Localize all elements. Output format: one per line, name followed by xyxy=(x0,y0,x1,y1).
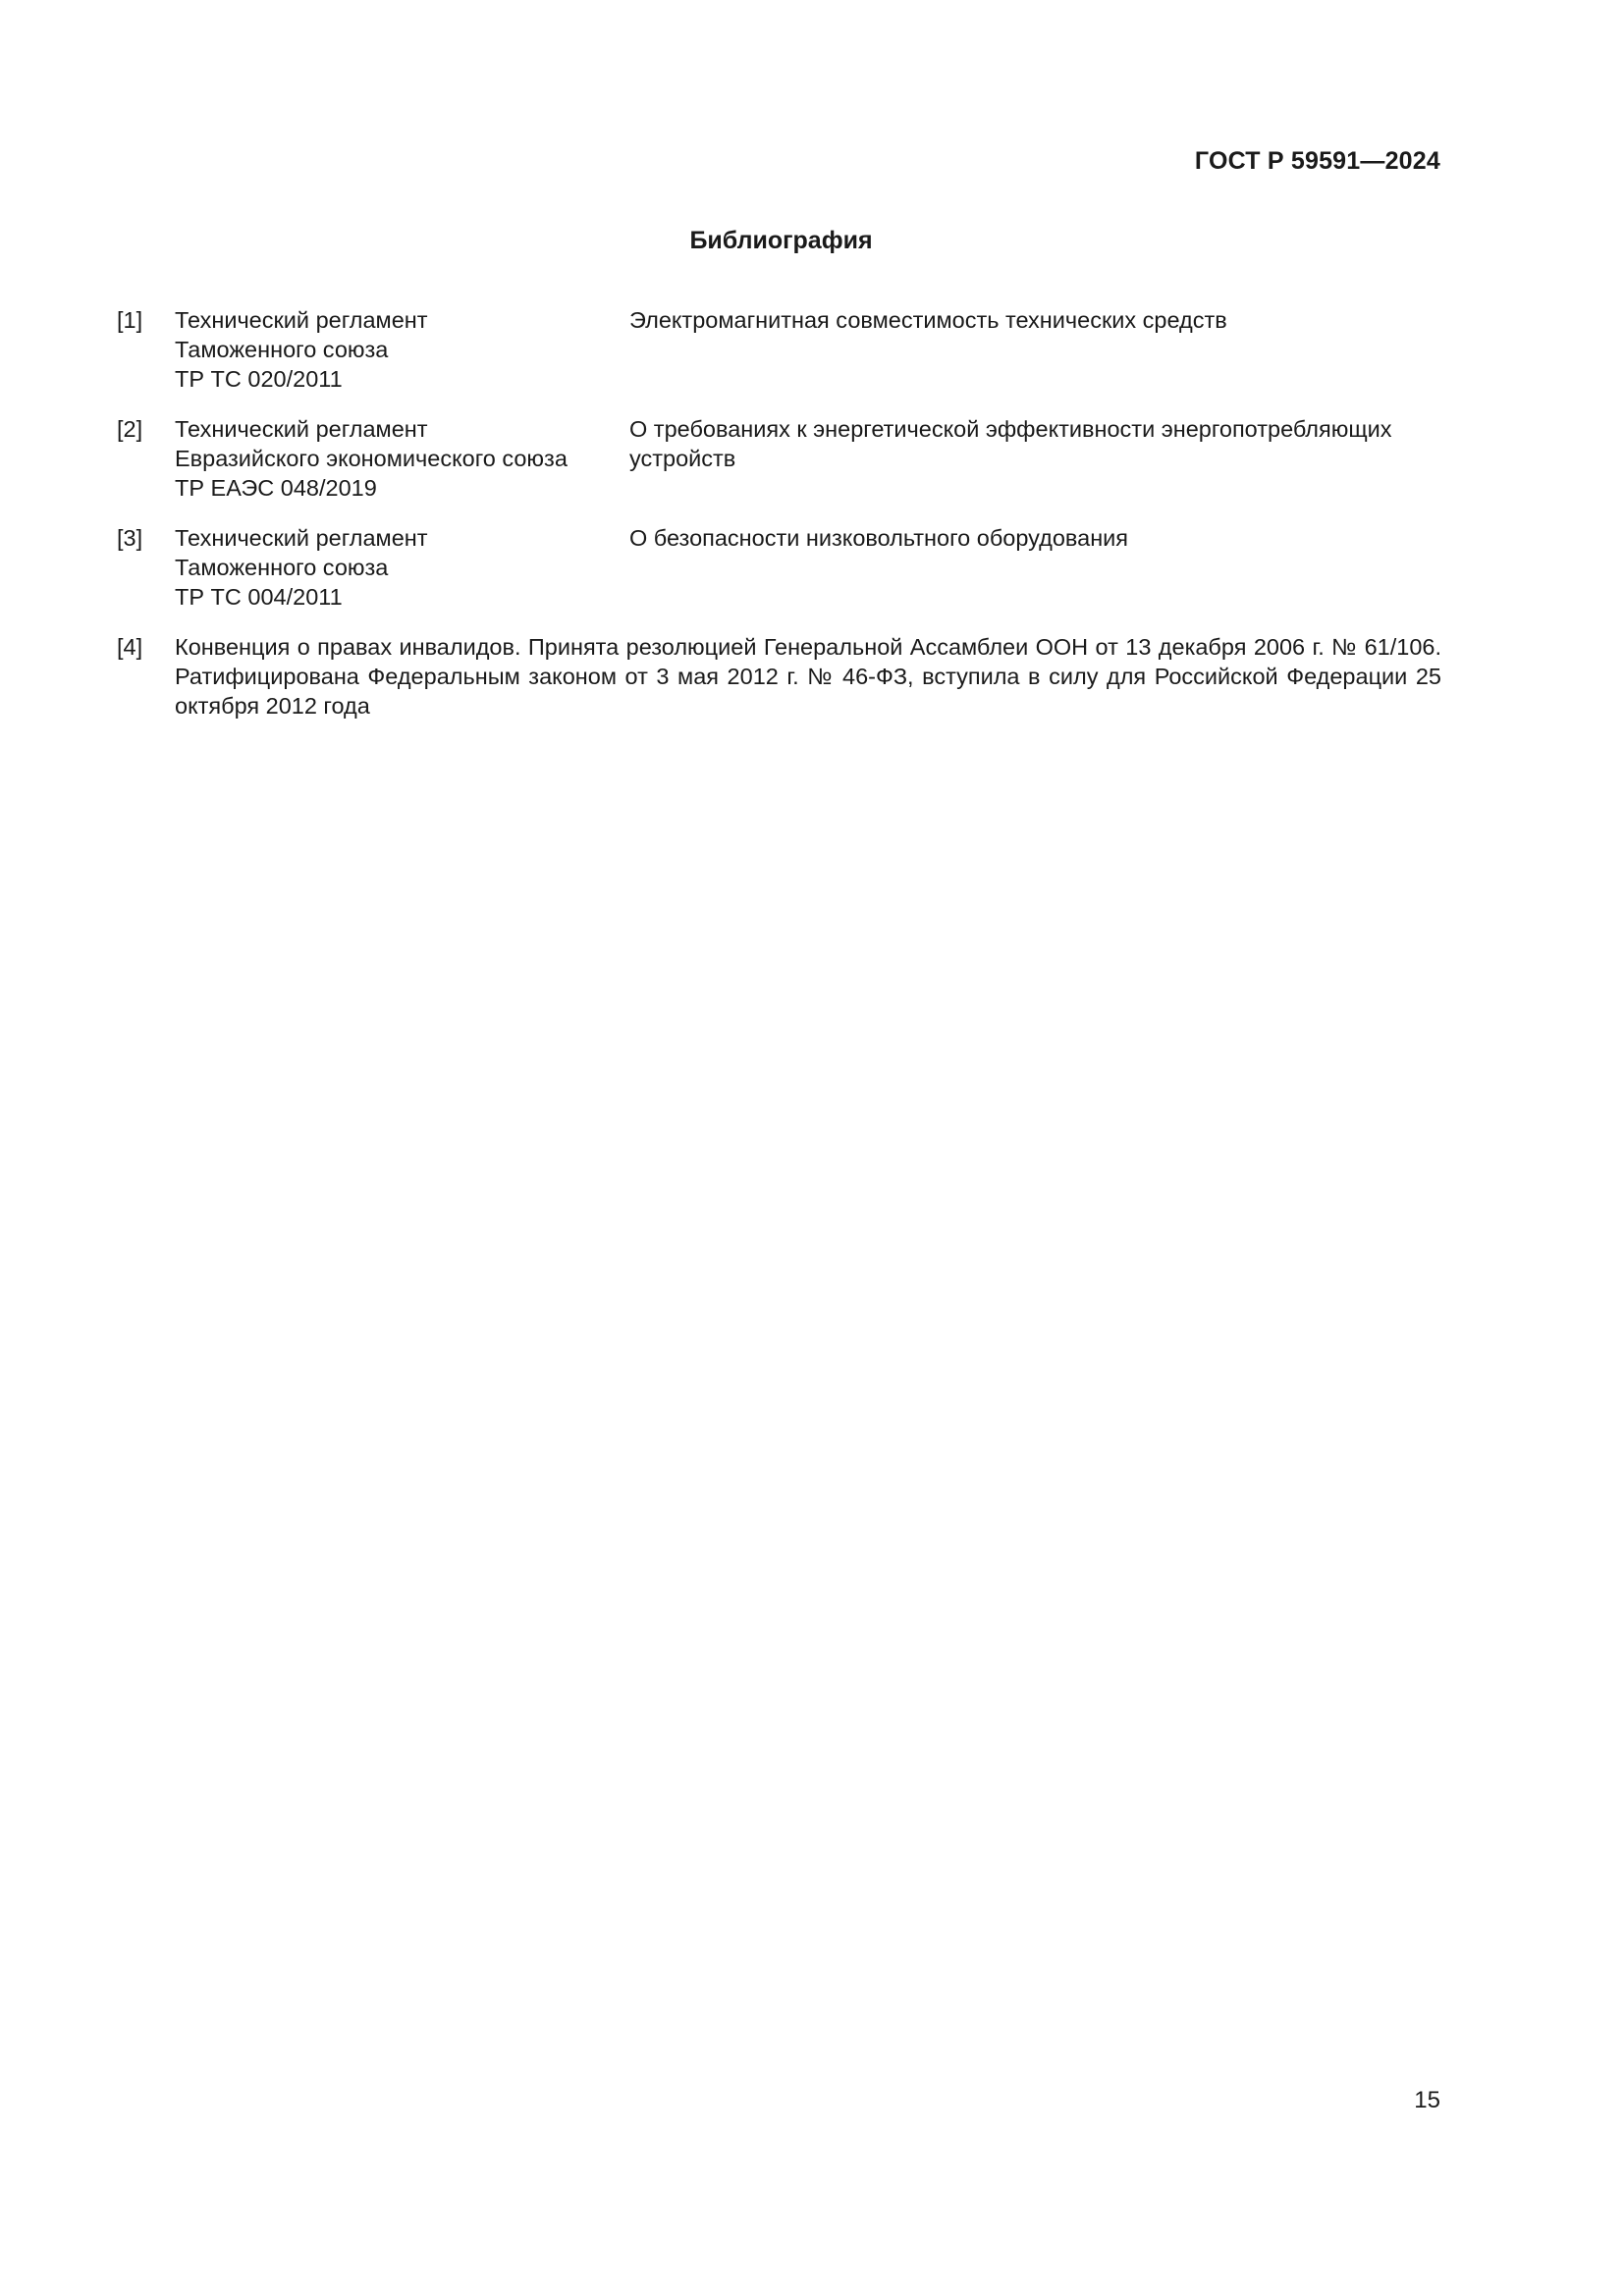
source-line: Технический регламент xyxy=(175,525,428,551)
document-code: ГОСТ Р 59591—2024 xyxy=(1194,147,1440,175)
entry-source xyxy=(175,523,629,612)
bibliography-entry xyxy=(117,523,1441,612)
entry-number: [2] xyxy=(117,416,143,442)
entry-title: Электромагнитная совместимость технических средств xyxy=(629,307,1227,333)
source-line: Технический регламент xyxy=(175,307,428,333)
entry-title: О безопасности низковольтного оборудования xyxy=(629,525,1129,551)
entry-text: Конвенция о правах инвалидов. Принята резолюцией Генеральной Ассамблеи ООН от 13 декабря 2006 г. № 61/106. Ратифицирована Федеральным законом от 3 мая 2012 г. № 46-ФЗ, вступила в силу для Российской Федерации 25 октября 2012 года xyxy=(175,634,1441,719)
source-line: Евразийского экономического союза xyxy=(175,446,568,471)
bibliography-entry xyxy=(117,305,1441,394)
bibliography-entry xyxy=(117,414,1441,503)
bibliography-list xyxy=(117,305,1441,721)
entry-number: [3] xyxy=(117,525,143,551)
entry-number: [4] xyxy=(117,634,143,660)
bibliography-entry xyxy=(117,632,1441,721)
source-line: Технический регламент xyxy=(175,416,428,442)
entry-number: [1] xyxy=(117,307,143,333)
source-line: Таможенного союза xyxy=(175,555,389,580)
entry-title: О требованиях к энергетической эффективности энергопотребляющих устройств xyxy=(629,416,1392,471)
section-title: Библиография xyxy=(689,227,873,254)
source-line: ТР ЕАЭС 048/2019 xyxy=(175,475,377,501)
entry-source xyxy=(175,414,629,503)
source-line: Таможенного союза xyxy=(175,337,389,362)
page-number: 15 xyxy=(1414,2087,1440,2113)
source-line: ТР ТС 004/2011 xyxy=(175,584,343,610)
entry-source xyxy=(175,305,629,394)
source-line: ТР ТС 020/2011 xyxy=(175,366,343,392)
